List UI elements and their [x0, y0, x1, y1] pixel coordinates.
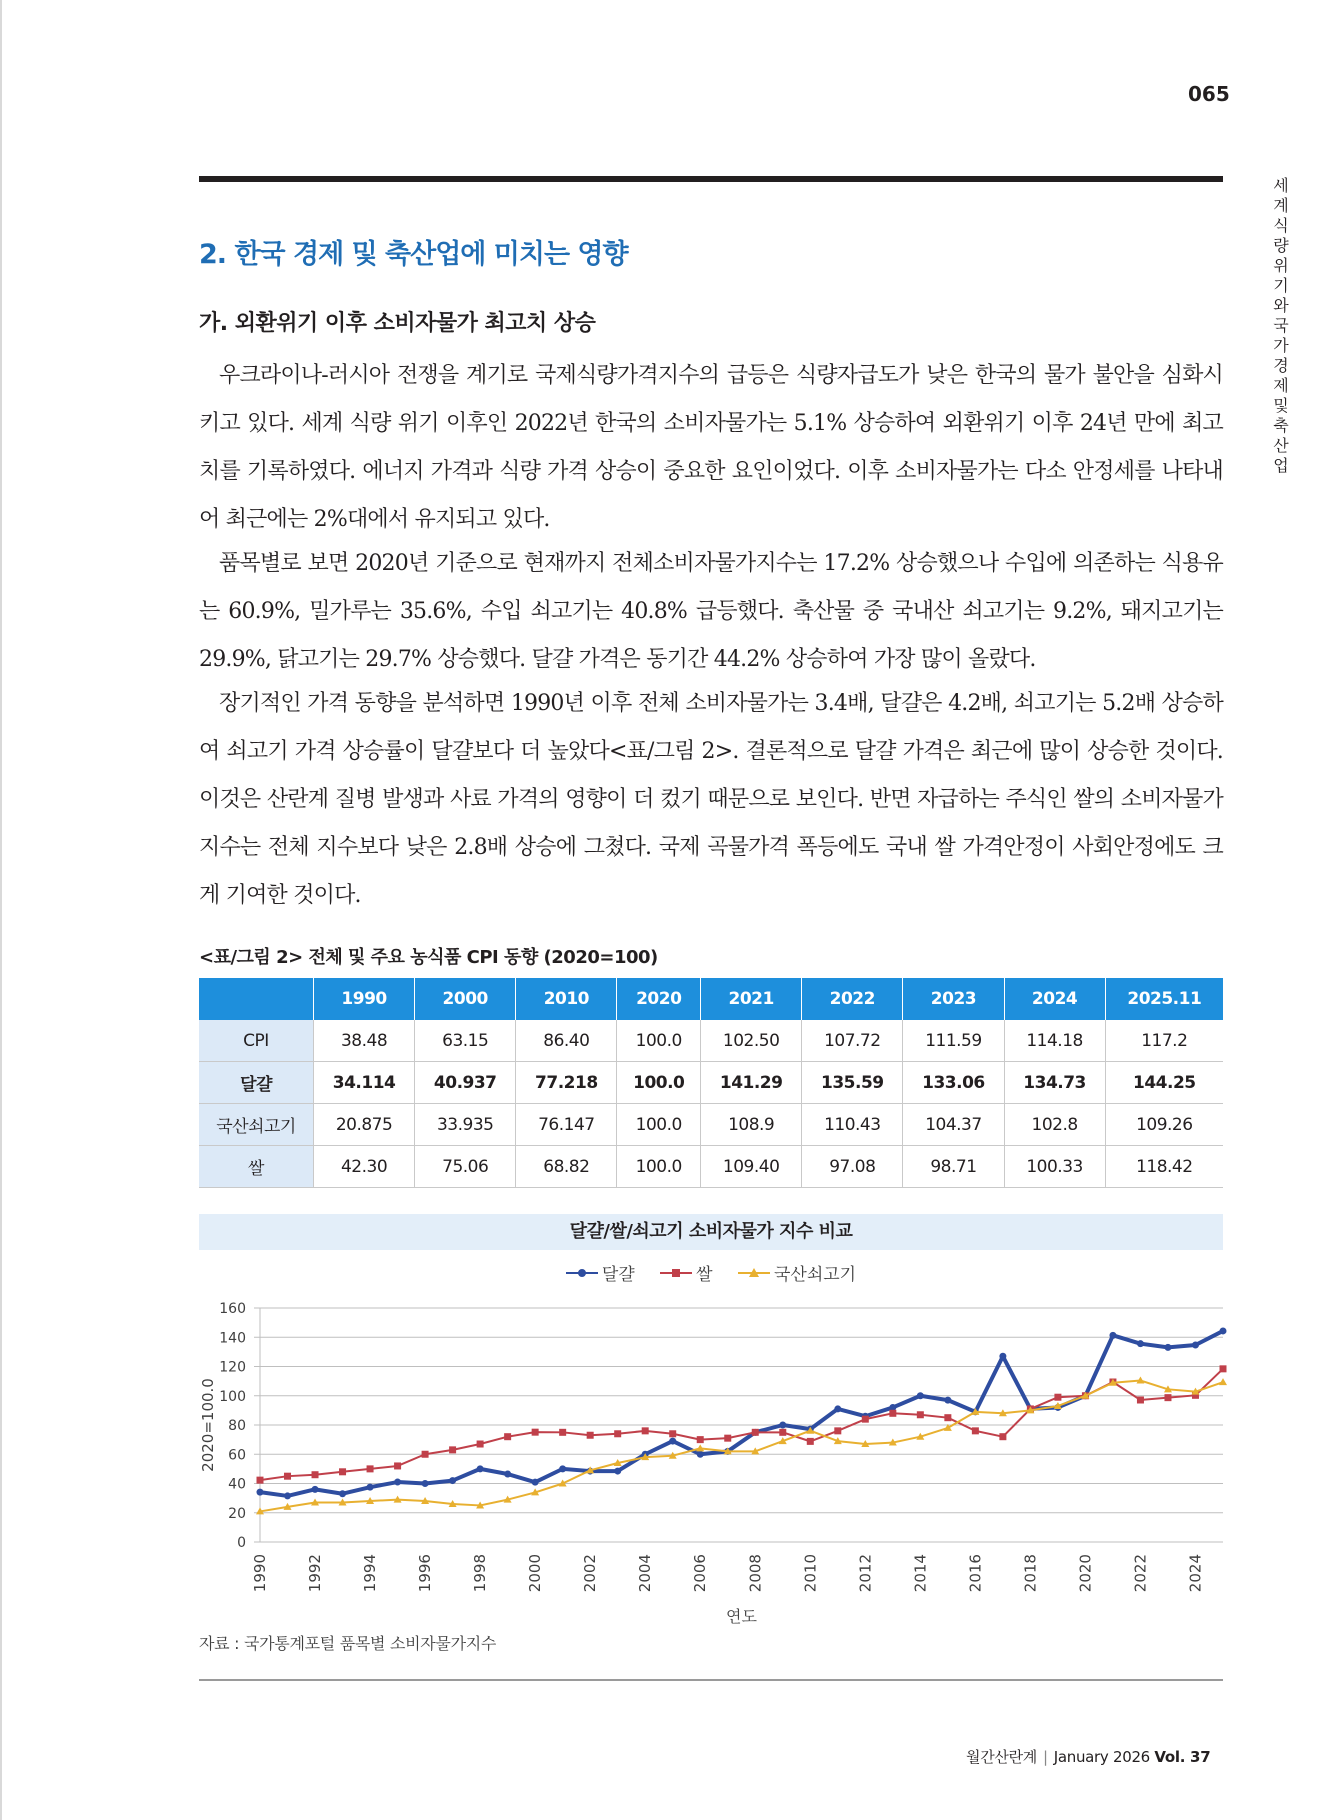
data-point [422, 1451, 429, 1458]
cpi-line-chart [195, 1290, 1227, 1626]
table-cell: 68.82 [516, 1146, 617, 1188]
row-label: CPI [199, 1020, 314, 1062]
table-cell: 98.71 [903, 1146, 1004, 1188]
table-row [199, 1020, 1223, 1062]
table-cell: 114.18 [1004, 1020, 1105, 1062]
data-point [807, 1438, 814, 1445]
x-tick-label: 2004 [636, 1554, 655, 1593]
y-tick-label: 40 [228, 1476, 246, 1493]
x-tick-label: 1992 [306, 1554, 325, 1593]
legend-label: 국산쇠고기 [773, 1265, 857, 1285]
data-point [1164, 1344, 1171, 1351]
table-cell: 100.0 [617, 1020, 701, 1062]
x-tick-label: 2010 [801, 1554, 820, 1593]
x-tick-label: 2014 [911, 1554, 930, 1593]
table-cell: 134.73 [1004, 1062, 1105, 1104]
y-tick-label: 120 [219, 1359, 246, 1376]
data-point [532, 1479, 539, 1486]
table-cell: 100.0 [617, 1104, 701, 1146]
body-paragraph-1: 우크라이나-러시아 전쟁을 계기로 국제식량가격지수의 급등은 식량자급도가 낮은 한국의 물가 불안을 심화시키고 있다. 세계 식량 위기 이후인 2022년 한국의 소비자물가는 5.1% 상승하여 외환위기 이후 24년 만에 최고치를 기록하였다. 에너지 가격과 식량 가격 상승이 중요한 요인이었다. 이후 소비자물가는 다소 안정세를 나타내어 최근에는 2%대에서 유지되고 있다. [199, 363, 1223, 532]
col-header: 2021 [701, 978, 802, 1020]
table-corner-cell [199, 978, 314, 1020]
data-point [697, 1451, 704, 1458]
page-number: 065 [1188, 82, 1230, 106]
table-header-row [199, 978, 1223, 1020]
data-point [1109, 1332, 1116, 1339]
data-point [917, 1392, 924, 1399]
running-side-title: 세계 식량 위기와 국가 경제 및 축산업 [1273, 176, 1289, 475]
data-point [257, 1489, 264, 1496]
x-tick-label: 2016 [966, 1554, 985, 1593]
col-header: 2020 [617, 978, 701, 1020]
x-tick-label: 2000 [526, 1554, 545, 1593]
x-tick-label: 1998 [471, 1554, 490, 1593]
data-point [422, 1480, 429, 1487]
issue-date: January 2026 [1053, 1748, 1150, 1766]
x-tick-label: 2020 [1076, 1554, 1095, 1593]
data-point [1054, 1394, 1061, 1401]
data-point [367, 1484, 374, 1491]
table-cell: 38.48 [314, 1020, 415, 1062]
body-paragraph-2: 품목별로 보면 2020년 기준으로 현재까지 전체소비자물가지수는 17.2% 상승했으나 수입에 의존하는 식용유는 60.9%, 밀가루는 35.6%, 수입 쇠고기는 40.8% 급등했다. 축산물 중 국내산 쇠고기는 9.2%, 돼지고기는 29.9%, 닭고기는 29.7% 상승했다. 달걀 가격은 동기간 44.2% 상승하여 가장 많이 올랐다. [199, 551, 1223, 672]
table-cell: 33.935 [415, 1104, 516, 1146]
data-point [752, 1429, 759, 1436]
data-point [1164, 1394, 1171, 1401]
data-point [862, 1416, 869, 1423]
x-tick-label: 2008 [746, 1554, 765, 1593]
data-point [999, 1353, 1006, 1360]
data-point [697, 1436, 704, 1443]
x-tick-label: 2024 [1186, 1554, 1205, 1593]
x-tick-label: 2018 [1021, 1554, 1040, 1593]
table-cell: 75.06 [415, 1146, 516, 1188]
chart-title: 달걀/쌀/쇠고기 소비자물가 지수 비교 [199, 1214, 1223, 1250]
row-label: 달걀 [199, 1062, 314, 1104]
section-title: 2. 한국 경제 및 축산업에 미치는 영향 [199, 239, 628, 270]
cpi-table [199, 978, 1223, 1188]
data-point [257, 1477, 264, 1484]
data-point [449, 1446, 456, 1453]
page-footer [966, 1746, 1210, 1767]
table-cell: 144.25 [1105, 1062, 1223, 1104]
data-point [477, 1465, 484, 1472]
x-tick-label: 2022 [1131, 1554, 1150, 1593]
table-cell: 40.937 [415, 1062, 516, 1104]
body-paragraph-3: 장기적인 가격 동향을 분석하면 1990년 이후 전체 소비자물가는 3.4배, 달걀은 4.2배, 쇠고기는 5.2배 상승하여 쇠고기 가격 상승률이 달걀보다 더 높았다<표/그림 2>. 결론적으로 달걀 가격은 최근에 많이 상승한 것이다. 이것은 산란계 질병 발생과 사료 가격의 영향이 더 컸기 때문으로 보인다. 반면 자급하는 주식인 쌀의 소비자물가지수는 전체 지수보다 낮은 2.8배 상승에 그쳤다. 국제 곡물가격 폭등에도 국내 쌀 가격안정이 사회안정에도 크게 기여한 것이다. [199, 691, 1223, 908]
table-cell: 135.59 [802, 1062, 903, 1104]
y-tick-label: 100 [219, 1388, 246, 1405]
data-point [889, 1410, 896, 1417]
data-point [779, 1429, 786, 1436]
data-point [339, 1468, 346, 1475]
table-caption: <표/그림 2> 전체 및 주요 농식품 CPI 동향 (2020=100) [199, 947, 658, 968]
data-point [917, 1411, 924, 1418]
data-point [559, 1465, 566, 1472]
y-tick-label: 0 [237, 1535, 246, 1551]
legend-label: 달걀 [601, 1265, 635, 1285]
data-point [312, 1471, 319, 1478]
table-cell: 102.50 [701, 1020, 802, 1062]
legend-triangle-marker-icon [738, 1267, 770, 1279]
table-row [199, 1146, 1223, 1188]
header-rule [199, 176, 1223, 182]
data-point [449, 1477, 456, 1484]
footer-rule [199, 1679, 1223, 1681]
data-point [284, 1473, 291, 1480]
magazine-name: 월간산란계 [966, 1748, 1037, 1766]
data-point [1220, 1327, 1227, 1334]
legend-circle-marker-icon [566, 1267, 598, 1279]
data-point [944, 1414, 951, 1421]
table-cell: 42.30 [314, 1146, 415, 1188]
data-point [477, 1441, 484, 1448]
y-tick-label: 60 [228, 1447, 246, 1464]
col-header: 2024 [1004, 978, 1105, 1020]
data-point [504, 1433, 511, 1440]
data-point [504, 1470, 511, 1477]
data-point [972, 1427, 979, 1434]
data-point [312, 1486, 319, 1493]
table-cell: 100.33 [1004, 1146, 1105, 1188]
table-cell: 100.0 [617, 1062, 701, 1104]
y-axis-label: 2020=100.0 [199, 1378, 217, 1472]
table-cell: 77.218 [516, 1062, 617, 1104]
legend-item-rice [660, 1260, 712, 1285]
col-header: 2023 [903, 978, 1004, 1020]
data-point [834, 1405, 841, 1412]
source-note: 자료 : 국가통계포털 품목별 소비자물가지수 [199, 1634, 497, 1653]
x-tick-label: 1994 [361, 1554, 380, 1593]
data-point [944, 1397, 951, 1404]
col-header: 2022 [802, 978, 903, 1020]
x-tick-label: 2002 [581, 1554, 600, 1593]
data-point [532, 1429, 539, 1436]
data-point [1137, 1396, 1144, 1403]
data-point [999, 1433, 1006, 1440]
col-header: 1990 [314, 978, 415, 1020]
table-cell: 111.59 [903, 1020, 1004, 1062]
table-row [199, 1062, 1223, 1104]
table-cell: 109.26 [1105, 1104, 1223, 1146]
table-row [199, 1104, 1223, 1146]
y-tick-label: 20 [228, 1505, 246, 1522]
table-cell: 76.147 [516, 1104, 617, 1146]
footer-separator: | [1042, 1748, 1048, 1766]
data-point [614, 1468, 621, 1475]
data-point [559, 1429, 566, 1436]
x-axis-label: 연도 [726, 1607, 757, 1626]
page-edge-rule [0, 0, 2, 1820]
data-point [1220, 1365, 1227, 1372]
x-tick-label: 2006 [691, 1554, 710, 1593]
x-tick-label: 1996 [416, 1554, 435, 1593]
table-cell: 34.114 [314, 1062, 415, 1104]
series-line-1 [260, 1331, 1223, 1496]
table-cell: 109.40 [701, 1146, 802, 1188]
x-tick-label: 2012 [856, 1554, 875, 1593]
table-cell: 97.08 [802, 1146, 903, 1188]
data-point [587, 1432, 594, 1439]
data-point [1192, 1342, 1199, 1349]
data-point [284, 1492, 291, 1499]
table-cell: 117.2 [1105, 1020, 1223, 1062]
legend-square-marker-icon [660, 1267, 692, 1279]
sub-section-title: 가. 외환위기 이후 소비자물가 최고치 상승 [199, 311, 596, 336]
data-point [779, 1422, 786, 1429]
data-point [669, 1430, 676, 1437]
data-point [394, 1462, 401, 1469]
y-tick-label: 140 [219, 1330, 246, 1347]
data-point [339, 1490, 346, 1497]
row-label: 국산쇠고기 [199, 1104, 314, 1146]
y-tick-label: 80 [228, 1418, 246, 1434]
data-point [1219, 1378, 1227, 1385]
data-point [834, 1427, 841, 1434]
legend-item-egg [566, 1260, 635, 1285]
data-point [642, 1427, 649, 1434]
data-point [394, 1479, 401, 1486]
volume-number: Vol. 37 [1154, 1748, 1211, 1766]
data-point [724, 1435, 731, 1442]
series-line-2 [260, 1369, 1223, 1480]
row-label: 쌀 [199, 1146, 314, 1188]
legend-label: 쌀 [696, 1265, 713, 1285]
col-header: 2000 [415, 978, 516, 1020]
table-cell: 102.8 [1004, 1104, 1105, 1146]
table-cell: 110.43 [802, 1104, 903, 1146]
col-header: 2025.11 [1105, 978, 1223, 1020]
data-point [614, 1430, 621, 1437]
y-tick-label: 160 [219, 1301, 246, 1317]
table-cell: 63.15 [415, 1020, 516, 1062]
data-point [367, 1465, 374, 1472]
table-cell: 107.72 [802, 1020, 903, 1062]
table-cell: 20.875 [314, 1104, 415, 1146]
table-cell: 104.37 [903, 1104, 1004, 1146]
legend-item-beef [738, 1260, 856, 1285]
table-cell: 108.9 [701, 1104, 802, 1146]
data-point [1137, 1340, 1144, 1347]
table-cell: 118.42 [1105, 1146, 1223, 1188]
data-point [669, 1438, 676, 1445]
x-tick-label: 1990 [251, 1554, 269, 1593]
table-cell: 86.40 [516, 1020, 617, 1062]
table-cell: 141.29 [701, 1062, 802, 1104]
table-cell: 133.06 [903, 1062, 1004, 1104]
table-cell: 100.0 [617, 1146, 701, 1188]
col-header: 2010 [516, 978, 617, 1020]
chart-legend [199, 1260, 1223, 1285]
